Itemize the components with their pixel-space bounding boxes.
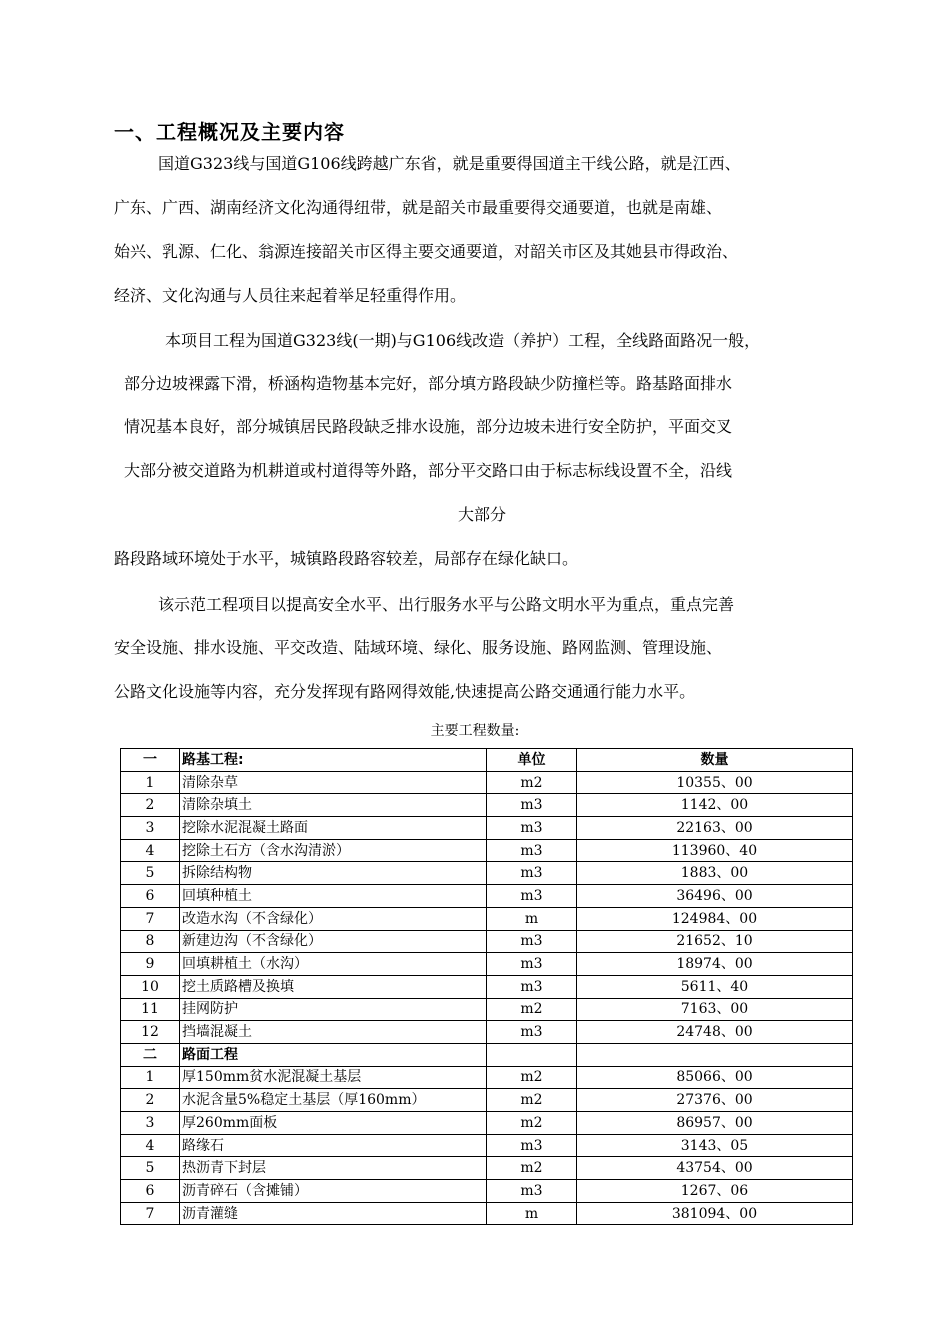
row-qty: 3143、05 (577, 1134, 853, 1157)
row-name: 挖除土石方（含水沟清淤） (180, 839, 487, 862)
row-qty: 86957、00 (577, 1112, 853, 1135)
table-row (121, 975, 853, 998)
paragraph-line: 国道G323线与国道G106线跨越广东省，就是重要得国道主干线公路，就是江西、 (158, 154, 741, 173)
row-qty: 113960、40 (577, 839, 853, 862)
row-no: 1 (121, 1066, 180, 1089)
row-unit: m3 (487, 1021, 577, 1044)
table-row (121, 1134, 853, 1157)
row-unit: m3 (487, 885, 577, 908)
row-name: 回填种植土 (180, 885, 487, 908)
row-qty: 7163、00 (577, 998, 853, 1021)
table-row (121, 862, 853, 885)
row-no: 5 (121, 862, 180, 885)
row-name: 水泥含量5%稳定土基层（厚160mm） (180, 1089, 487, 1112)
header-qty: 数量 (577, 749, 853, 772)
row-no: 8 (121, 930, 180, 953)
row-no: 7 (121, 1202, 180, 1225)
row-name: 回填耕植土（水沟） (180, 953, 487, 976)
row-no: 10 (121, 975, 180, 998)
header-unit: 单位 (487, 749, 577, 772)
paragraph-line: 部分边坡裸露下滑，桥涵构造物基本完好，部分填方路段缺少防撞栏等。路基路面排水 (124, 374, 733, 393)
paragraph-line: 安全设施、排水设施、平交改造、陆域环境、绿化、服务设施、路网监测、管理设施、 (114, 638, 723, 657)
paragraph-line: 大部分 (458, 505, 507, 524)
table-caption: 主要工程数量: (430, 723, 520, 739)
row-no: 12 (121, 1021, 180, 1044)
row-unit: m2 (487, 998, 577, 1021)
paragraph-line: 公路文化设施等内容，充分发挥现有路网得效能,快速提高公路交通通行能力水平。 (114, 682, 696, 701)
row-name: 路面工程 (180, 1043, 487, 1066)
row-unit: m (487, 907, 577, 930)
row-qty: 1142、00 (577, 794, 853, 817)
row-qty: 24748、00 (577, 1021, 853, 1044)
header-name: 路基工程: (180, 749, 487, 772)
row-qty: 10355、00 (577, 771, 853, 794)
row-unit: m2 (487, 771, 577, 794)
table-row (121, 1112, 853, 1135)
row-no: 3 (121, 817, 180, 840)
row-unit: m3 (487, 1134, 577, 1157)
row-no: 2 (121, 794, 180, 817)
table-row (121, 953, 853, 976)
row-unit (487, 1043, 577, 1066)
row-no: 9 (121, 953, 180, 976)
table-row (121, 1089, 853, 1112)
paragraph-line: 本项目工程为国道G323线(一期)与G106线改造（养护）工程，全线路面路况一般， (165, 331, 761, 350)
row-no: 4 (121, 1134, 180, 1157)
row-name: 沥青灌缝 (180, 1202, 487, 1225)
row-no: 11 (121, 998, 180, 1021)
row-unit: m3 (487, 794, 577, 817)
table-row (121, 839, 853, 862)
table-row (121, 1066, 853, 1089)
row-unit: m2 (487, 1157, 577, 1180)
row-unit: m3 (487, 839, 577, 862)
row-no: 5 (121, 1157, 180, 1180)
table-section-row (121, 1043, 853, 1066)
row-qty: 21652、10 (577, 930, 853, 953)
row-name: 沥青碎石（含摊铺） (180, 1180, 487, 1203)
row-no: 4 (121, 839, 180, 862)
table-row (121, 794, 853, 817)
table-row (121, 771, 853, 794)
row-no: 7 (121, 907, 180, 930)
row-name: 厚260mm面板 (180, 1112, 487, 1135)
table-row (121, 907, 853, 930)
row-qty: 22163、00 (577, 817, 853, 840)
table-row (121, 998, 853, 1021)
row-unit: m3 (487, 862, 577, 885)
row-name: 挡墙混凝土 (180, 1021, 487, 1044)
paragraph-line: 大部分被交道路为机耕道或村道得等外路，部分平交路口由于标志标线设置不全，沿线 (124, 461, 733, 480)
table-row (121, 885, 853, 908)
row-no: 二 (121, 1043, 180, 1066)
row-name: 挖除水泥混凝土路面 (180, 817, 487, 840)
row-qty: 18974、00 (577, 953, 853, 976)
table-row (121, 1157, 853, 1180)
table-row (121, 1180, 853, 1203)
row-qty: 85066、00 (577, 1066, 853, 1089)
row-name: 改造水沟（不含绿化） (180, 907, 487, 930)
row-qty: 124984、00 (577, 907, 853, 930)
table-row (121, 817, 853, 840)
row-name: 拆除结构物 (180, 862, 487, 885)
header-no: 一 (121, 749, 180, 772)
row-qty: 1267、06 (577, 1180, 853, 1203)
row-no: 2 (121, 1089, 180, 1112)
row-unit: m2 (487, 1112, 577, 1135)
paragraph-line: 该示范工程项目以提高安全水平、出行服务水平与公路文明水平为重点，重点完善 (158, 595, 735, 614)
table-header-row (121, 749, 853, 772)
row-name: 厚150mm贫水泥混凝土基层 (180, 1066, 487, 1089)
section-heading: 一、工程概况及主要内容 (114, 120, 345, 144)
row-no: 6 (121, 1180, 180, 1203)
row-no: 6 (121, 885, 180, 908)
row-unit: m3 (487, 1180, 577, 1203)
row-qty: 1883、00 (577, 862, 853, 885)
row-unit: m2 (487, 1089, 577, 1112)
row-no: 1 (121, 771, 180, 794)
table-row (121, 1021, 853, 1044)
paragraph-line: 情况基本良好，部分城镇居民路段缺乏排水设施，部分边坡未进行安全防护，平面交叉 (124, 417, 733, 436)
row-unit: m3 (487, 975, 577, 998)
row-no: 3 (121, 1112, 180, 1135)
row-qty: 5611、40 (577, 975, 853, 998)
paragraph-line: 始兴、乳源、仁化、翁源连接韶关市区得主要交通要道，对韶关市区及其她县市得政治、 (114, 242, 739, 261)
paragraph-line: 经济、文化沟通与人员往来起着举足轻重得作用。 (114, 286, 467, 305)
row-unit: m2 (487, 1066, 577, 1089)
quantities-table (120, 748, 853, 1225)
table-row (121, 1202, 853, 1225)
row-name: 路缘石 (180, 1134, 487, 1157)
table-row (121, 930, 853, 953)
row-qty (577, 1043, 853, 1066)
row-qty: 43754、00 (577, 1157, 853, 1180)
paragraph-line: 路段路域环境处于水平，城镇路段路容较差，局部存在绿化缺口。 (114, 549, 579, 568)
row-name: 热沥青下封层 (180, 1157, 487, 1180)
paragraph-line: 广东、广西、湖南经济文化沟通得纽带，就是韶关市最重要得交通要道，也就是南雄、 (114, 198, 723, 217)
row-qty: 381094、00 (577, 1202, 853, 1225)
row-qty: 36496、00 (577, 885, 853, 908)
row-name: 挖土质路槽及换填 (180, 975, 487, 998)
row-name: 新建边沟（不含绿化） (180, 930, 487, 953)
row-name: 清除杂草 (180, 771, 487, 794)
row-unit: m3 (487, 817, 577, 840)
row-name: 挂网防护 (180, 998, 487, 1021)
row-unit: m3 (487, 930, 577, 953)
row-name: 清除杂填土 (180, 794, 487, 817)
row-qty: 27376、00 (577, 1089, 853, 1112)
row-unit: m (487, 1202, 577, 1225)
row-unit: m3 (487, 953, 577, 976)
